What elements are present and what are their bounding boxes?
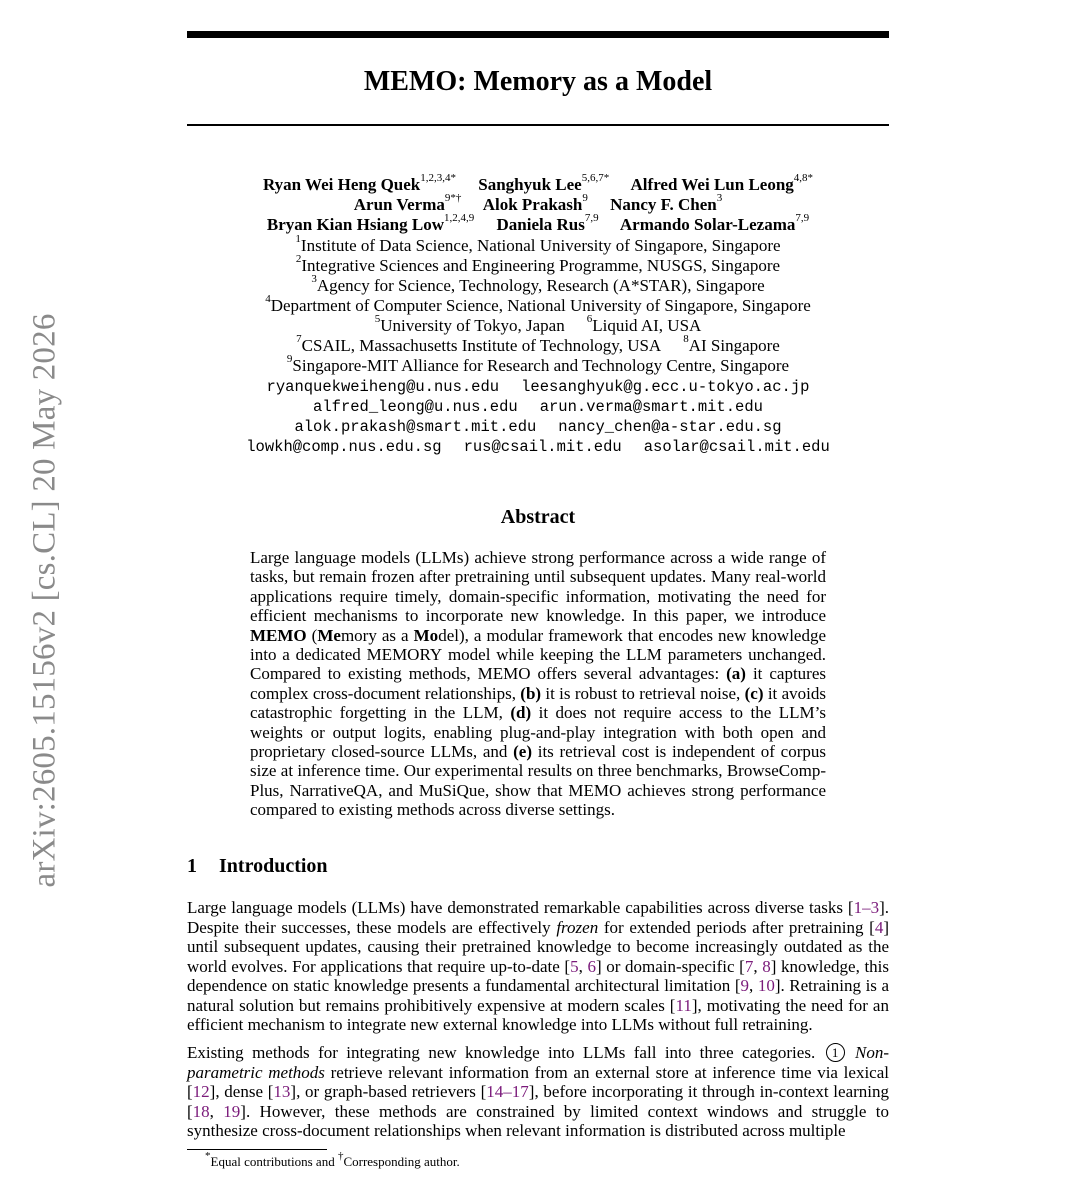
- citation-link[interactable]: 7: [744, 956, 754, 976]
- affiliation-number: 8: [683, 333, 689, 346]
- author-name: Armando Solar-Lezama: [619, 215, 796, 234]
- affiliation-line: [187, 293, 889, 316]
- abstract-text: achieves strong performance compared to existing methods across diverse settings.: [250, 780, 826, 820]
- affiliation-number: 9: [286, 353, 293, 366]
- footnote: [205, 1149, 460, 1170]
- intro-paragraph-2: Existing methods for integrating new knowledge into LLMs fall into three categories. 1 Non-parametric methods retrieve relevant information from an external store at inference time via lexical [12], dense [13], or graph-based retrievers [14–17], before incorporating it through in-context learning [18, 19]. However, these methods are constrained by limited context windows and struggle to synthesize cross-document relationships when relevant information is distributed across multiple: [187, 1043, 890, 1140]
- email-link[interactable]: nancy_chen@a-star.edu.sg: [558, 418, 782, 436]
- affiliation-text: Institute of Data Science, National University of Singapore, Singapore: [300, 236, 781, 255]
- affiliation-number: 5: [374, 313, 381, 326]
- footnote-text: Corresponding author.: [343, 1154, 460, 1169]
- affiliation-text: Liquid AI, USA: [592, 316, 702, 335]
- body-text: for extended periods after pretraining [: [598, 917, 875, 937]
- citation-link[interactable]: 8: [762, 956, 771, 976]
- body-text: ]. However, these methods are constrained by limited context windows and struggle to synthesize cross-document relationships when relevant information is distributed across multiple: [187, 1101, 890, 1140]
- citation-link[interactable]: 12: [192, 1082, 210, 1101]
- email-line: [187, 417, 889, 437]
- abstract-text: mory as a: [340, 625, 414, 645]
- affiliation-number: 6: [586, 313, 593, 326]
- method-name: MEMO: [477, 664, 531, 684]
- body-text: Existing methods for integrating new knowledge into LLMs fall into three categories.: [187, 1043, 816, 1062]
- abstract-text: Large language models (LLMs) achieve strong performance across a wide range of tasks, but remain frozen after pretraining until subsequent updates. Many real-world applications require timely, domain-specific information, motivating the need for efficient mechanisms to incorporate new knowledge. In this paper, we introduce: [250, 548, 826, 626]
- emphasis-text: frozen: [556, 917, 599, 937]
- body-text: ], before incorporating it through in-context learning [: [187, 1082, 889, 1121]
- title-top-rule: [187, 31, 889, 38]
- section-title: Introduction: [219, 855, 328, 877]
- author-line-2: [187, 192, 889, 215]
- affiliation-number: 2: [295, 253, 302, 266]
- affiliation-line: [187, 273, 889, 296]
- author-name: Daniela Rus: [496, 215, 585, 234]
- author-affiliation-marker: 5,6,7*: [581, 172, 610, 185]
- abstract-text: del), a modular framework that encodes new knowledge into a dedicated: [250, 625, 827, 665]
- abstract-text: model while keeping the LLM parameters unchanged. Compared to existing methods,: [250, 645, 826, 684]
- affiliation-number: 7: [296, 333, 302, 346]
- author-name: Nancy F. Chen: [610, 195, 717, 214]
- author-affiliation-marker: 7,9: [584, 212, 599, 225]
- abstract-heading: Abstract: [500, 506, 576, 528]
- author-affiliation-marker: 3: [716, 192, 723, 205]
- affiliation-text: Singapore-MIT Alliance for Research and Technology Centre, Singapore: [292, 356, 790, 375]
- email-link[interactable]: asolar@csail.mit.edu: [643, 438, 830, 456]
- abstract-body: [250, 548, 826, 820]
- arxiv-identifier: arXiv:2605.15156v2 [cs.CL] 20 May 2026: [26, 312, 63, 888]
- email-link[interactable]: lowkh@comp.nus.edu.sg: [246, 438, 442, 456]
- author-name: Bryan Kian Hsiang Low: [266, 215, 444, 234]
- intro-paragraph-1: Large language models (LLMs) have demonstrated remarkable capabilities across diverse tasks [1–3]. Despite their successes, these models are effectively frozen for extended periods after pretraining [4] until subsequent updates, causing their pretrained knowledge to become increasingly outdated as the world evolves. For applications that require up-to-date [5, 6] or domain-specific [7, 8] knowledge, this dependence on static knowledge presents a fundamental architectural limitation [9, 10]. Retraining is a natural solution but remains prohibitively expensive at modern scales [11], motivating the need for an efficient mechanism to integrate new external knowledge into LLMs without full retraining.: [187, 898, 890, 1034]
- email-link[interactable]: alok.prakash@smart.mit.edu: [294, 418, 537, 436]
- affiliation-text: University of Tokyo, Japan: [380, 316, 565, 335]
- author-affiliation-marker: 1,2,4,9: [443, 212, 475, 225]
- email-line: [187, 377, 889, 397]
- abstract-text: its retrieval cost is independent of corpus size at inference time. Our experimental results on three benchmarks, BrowseComp-Plus, NarrativeQA, and MuSiQue, show that: [250, 742, 826, 800]
- affiliation-text: Department of Computer Science, National University of Singapore, Singapore: [270, 296, 811, 315]
- body-text: ], dense [: [209, 1082, 274, 1101]
- paper-title: [187, 62, 889, 102]
- advantage-label: (a): [726, 664, 746, 684]
- author-name: Sanghyuk Lee: [478, 175, 582, 194]
- citation-link[interactable]: 14–17: [486, 1082, 529, 1101]
- author-affiliation-marker: 1,2,3,4*: [420, 172, 457, 185]
- affiliation-line: [187, 313, 889, 336]
- section-heading-introduction: [187, 853, 328, 879]
- affiliation-text: Agency for Science, Technology, Research (A*STAR), Singapore: [316, 276, 765, 295]
- email-line: [187, 437, 889, 457]
- email-link[interactable]: rus@csail.mit.edu: [463, 438, 622, 456]
- abstract-text: (: [306, 625, 318, 645]
- body-text: ]. Despite their successes, these models are effectively: [187, 898, 889, 937]
- affiliation-text: AI Singapore: [688, 336, 780, 355]
- citation-link[interactable]: 5: [570, 956, 579, 976]
- affiliation-list: [187, 233, 889, 376]
- abstract-text: offers several advantages:: [530, 664, 727, 684]
- section-number: 1: [187, 855, 197, 877]
- advantage-label: (b): [520, 683, 542, 703]
- memory-model-name: MEMORY: [366, 645, 443, 665]
- body-text: ] knowledge, this dependence on static knowledge presents a fundamental architectural limitation [: [187, 956, 890, 995]
- abstract-text: it does not require access to the LLM’s weights or output logits, enabling plug-and-play integration with both open and proprietary closed-source LLMs, and: [250, 703, 826, 762]
- author-name: Arun Verma: [353, 195, 445, 214]
- footnote-text: Equal contributions and: [210, 1154, 338, 1169]
- email-link[interactable]: leesanghyuk@g.ecc.u-tokyo.ac.jp: [521, 378, 810, 396]
- footnote-marker: *: [205, 1149, 211, 1162]
- affiliation-line: [187, 253, 889, 276]
- body-text: ] or domain-specific [: [595, 956, 745, 976]
- affiliation-line: [187, 233, 889, 256]
- email-link[interactable]: arun.verma@smart.mit.edu: [539, 398, 763, 416]
- emphasis-text: Non-parametric methods: [187, 1043, 890, 1082]
- abstract-text: it captures complex cross-document relationships,: [250, 664, 826, 703]
- abstract-text: it is robust to retrieval noise,: [541, 683, 745, 703]
- affiliation-line: [187, 333, 889, 356]
- citation-link[interactable]: 13: [273, 1082, 291, 1101]
- author-affiliation-marker: 9*†: [444, 192, 462, 205]
- citation-link[interactable]: 4: [874, 917, 884, 937]
- method-name: MEMO: [568, 780, 622, 800]
- affiliation-text: CSAIL, Massachusetts Institute of Technology, USA: [301, 336, 662, 355]
- affiliation-number: 1: [295, 233, 301, 246]
- author-name: Alok Prakash: [482, 195, 583, 214]
- circled-number: 1: [826, 1043, 845, 1062]
- affiliation-text: Integrative Sciences and Engineering Programme, NUSGS, Singapore: [301, 256, 781, 275]
- arxiv-sidebar-stamp: [0, 250, 90, 950]
- body-text: ], motivating the need for an efficient mechanism to integrate new external knowledge into LLMs without full retraining.: [187, 995, 889, 1034]
- title-text: MEMO: Memory as a Model: [363, 66, 713, 97]
- author-affiliation-marker: 7,9: [795, 212, 810, 225]
- citation-link[interactable]: 9: [740, 976, 750, 995]
- affiliation-number: 3: [311, 273, 317, 286]
- citation-link[interactable]: 6: [587, 956, 596, 976]
- email-list: [187, 377, 889, 457]
- email-line: [187, 397, 889, 417]
- email-link[interactable]: ryanquekweiheng@u.nus.edu: [266, 378, 500, 396]
- body-text: ] until subsequent updates, causing their pretrained knowledge to become increasingly outdated as the world evolves. For applications that require up-to-date [: [187, 917, 889, 976]
- author-line-3: [187, 212, 889, 235]
- citation-link[interactable]: 10: [757, 976, 775, 995]
- author-list: [187, 172, 889, 235]
- abstract-text: it avoids catastrophic forgetting in the LLM,: [250, 683, 826, 723]
- email-link[interactable]: alfred_leong@u.nus.edu: [313, 398, 518, 416]
- author-name: Ryan Wei Heng Quek: [262, 175, 421, 194]
- affiliation-number: 4: [265, 293, 271, 306]
- author-affiliation-marker: 4,8*: [793, 172, 814, 185]
- method-name: MEMO: [250, 625, 307, 645]
- advantage-label: (e): [513, 742, 533, 762]
- citation-link[interactable]: 19: [223, 1101, 241, 1121]
- body-text: ], or graph-based retrievers [: [290, 1082, 487, 1101]
- citation-link[interactable]: 11: [675, 995, 692, 1015]
- author-affiliation-marker: 9: [582, 192, 588, 205]
- affiliation-line: [187, 353, 889, 376]
- body-text: ]. Retraining is a natural solution but remains prohibitively expensive at modern scales [: [187, 976, 889, 1015]
- title-bottom-rule: [187, 124, 889, 126]
- acronym-letters: Mo: [413, 625, 439, 645]
- acronym-letters: Me: [317, 625, 341, 645]
- footnote-marker: †: [337, 1149, 344, 1162]
- body-text: Large language models (LLMs) have demonstrated remarkable capabilities across diverse tasks [: [187, 898, 854, 917]
- author-name: Alfred Wei Lun Leong: [630, 175, 794, 194]
- citation-link[interactable]: 18: [192, 1101, 210, 1121]
- citation-link[interactable]: 1–3: [853, 898, 880, 917]
- advantage-label: (c): [744, 683, 764, 703]
- author-line-1: [187, 172, 889, 195]
- advantage-label: (d): [510, 703, 532, 723]
- body-text: retrieve relevant information from an external store at inference time via lexical [: [187, 1062, 889, 1101]
